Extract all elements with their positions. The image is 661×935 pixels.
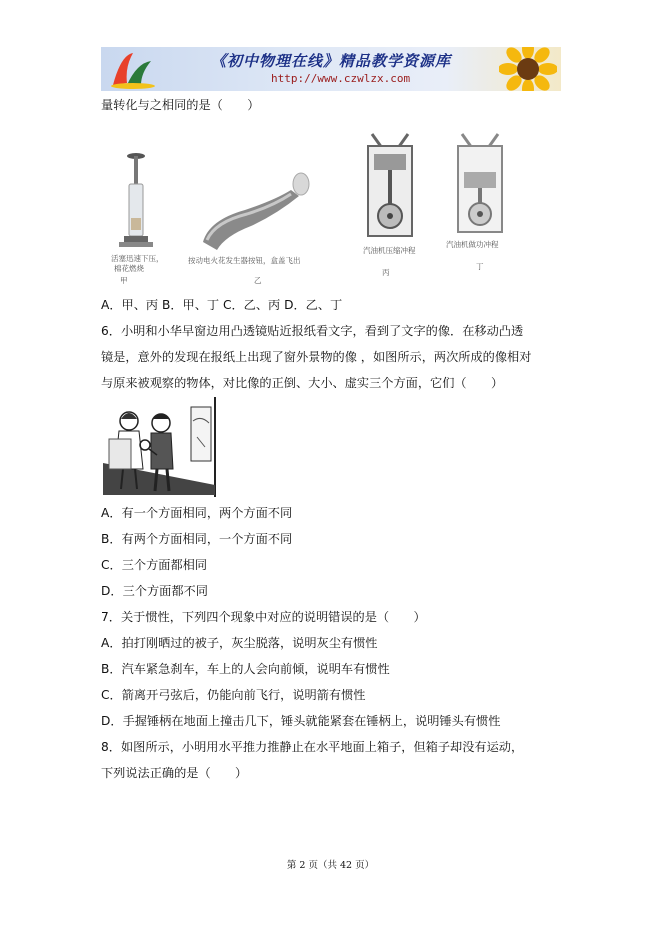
logo-icon: [107, 49, 159, 89]
q5-stem: 量转化与之相同的是（ ）: [101, 98, 260, 112]
page-footer: 第 2 页（共 42 页）: [286, 860, 375, 871]
q5-options: A．甲、丙 B．甲、丁 C．乙、丙 D．乙、丁: [101, 298, 343, 312]
header-banner: [101, 47, 561, 91]
q6-line-2: 镜是，意外的发现在报纸上出现了窗外景物的像 ，如图所示，两次所成的像相对: [101, 350, 532, 364]
figure-power-stroke: [450, 130, 510, 235]
q7-option-a: A．拍打刚晒过的被子，灰尘脱落，说明灰尘有惯性: [101, 636, 378, 650]
sunflower-icon: [499, 47, 557, 91]
header-title: 《初中物理在线》精品教学资源库: [211, 52, 452, 70]
figure-lens-window: [103, 397, 219, 497]
q7-option-b: B．汽车紧急刹车，车上的人会向前倾，说明车有惯性: [101, 662, 390, 676]
caption-jia-2: 棉花燃烧: [114, 264, 144, 273]
caption-jia-3: 甲: [120, 276, 128, 285]
q8-line-1: 8．如图所示，小明用水平推力推静止在水平地面上箱子，但箱子却没有运动，: [101, 740, 524, 754]
q6-option-a: A．有一个方面相同，两个方面不同: [101, 506, 293, 520]
figure-spark-generator: [195, 170, 325, 255]
q6-option-d: D．三个方面都不同: [101, 584, 208, 598]
q6-line-1: 6．小明和小华早窗边用凸透镜贴近报纸看文字，看到了文字的像．在移动凸透: [101, 324, 524, 338]
q7-option-d: D．手握锤柄在地面上撞击几下，锤头就能紧套在锤柄上，说明锤头有惯性: [101, 714, 501, 728]
caption-ding-1: 汽油机做功冲程: [446, 240, 499, 249]
figure-air-piston: [115, 148, 165, 253]
q6-line-3: 与原来被观察的物体，对比像的正倒、大小、虚实三个方面，它们（ ）: [101, 376, 504, 390]
q7-stem: 7．关于惯性，下列四个现象中对应的说明错误的是（ ）: [101, 610, 426, 624]
caption-bing-2: 丙: [382, 268, 390, 277]
caption-jia-1: 活塞迅速下压，: [111, 254, 164, 263]
caption-yi-1: 按动电火花发生器按钮，盒盖飞出: [188, 256, 301, 265]
caption-ding-2: 丁: [476, 262, 484, 271]
q8-line-2: 下列说法正确的是（ ）: [101, 766, 248, 780]
q6-option-c: C．三个方面都相同: [101, 558, 208, 572]
caption-bing-1: 汽油机压缩冲程: [363, 246, 416, 255]
header-url[interactable]: http://www.czwlzx.com: [271, 72, 411, 85]
caption-yi-2: 乙: [254, 276, 262, 285]
q6-option-b: B．有两个方面相同，一个方面不同: [101, 532, 293, 546]
q7-option-c: C．箭离开弓弦后，仍能向前飞行，说明箭有惯性: [101, 688, 366, 702]
figure-compression-stroke: [360, 130, 420, 240]
